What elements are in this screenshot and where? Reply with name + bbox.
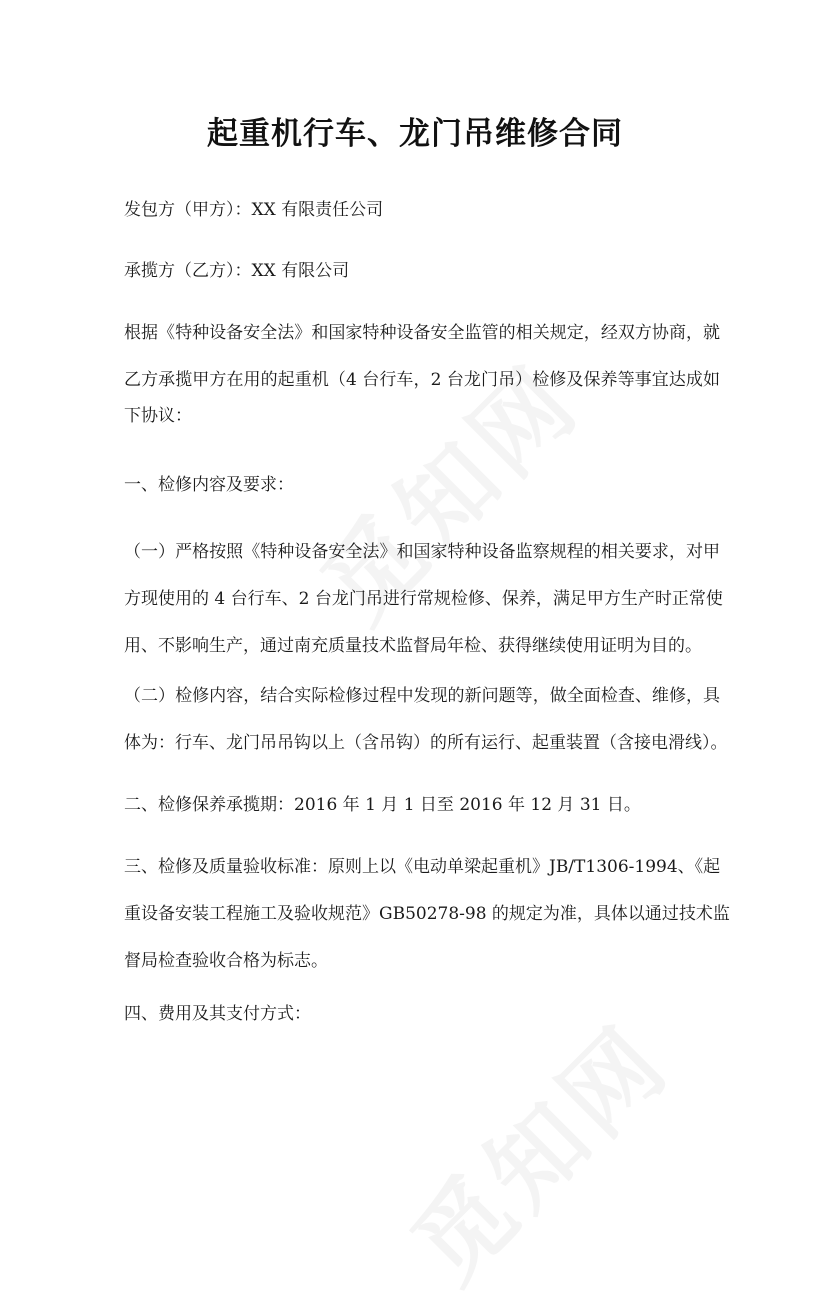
party-b: 承揽方（乙方）：XX 有限公司 [124, 261, 350, 281]
paragraph-line: 重设备安装工程施工及验收规范》GB50278-98 的规定为准，具体以通过技术监 [124, 904, 730, 924]
paragraph-line: 用、不影响生产，通过南充质量技术监督局年检、获得继续使用证明为目的。 [124, 636, 702, 656]
section4-heading: 四、费用及其支付方式： [124, 1004, 311, 1024]
paragraph-line: 督局检查验收合格为标志。 [124, 951, 328, 971]
intro-line: 根据《特种设备安全法》和国家特种设备安全监管的相关规定，经双方协商，就 [124, 323, 720, 343]
section1-heading: 一、检修内容及要求： [124, 475, 294, 495]
paragraph-line: （一）严格按照《特种设备安全法》和国家特种设备监察规程的相关要求，对甲 [124, 542, 720, 562]
section1-item1 [124, 540, 723, 658]
intro-line: 乙方承揽甲方在用的起重机（4 台行车，2 台龙门吊）检修及保养等事宜达成如 [124, 370, 720, 390]
paragraph-line: （二）检修内容，结合实际检修过程中发现的新问题等，做全面检查、维修，具 [124, 686, 720, 706]
paragraph-line: 方现使用的 4 台行车、2 台龙门吊进行常规检修、保养，满足甲方生产时正常使 [124, 589, 723, 609]
section1-item2 [124, 684, 728, 755]
party-a: 发包方（甲方）：XX 有限责任公司 [124, 200, 384, 220]
intro-line: 下协议： [124, 406, 192, 426]
paragraph-line: 体为：行车、龙门吊吊钩以上（含吊钩）的所有运行、起重装置（含接电滑线）。 [124, 733, 728, 753]
watermark-bottom [377, 990, 694, 1307]
intro-paragraph [124, 321, 720, 428]
paragraph-line: 三、检修及质量验收标准：原则上以《电动单梁起重机》JB/T1306-1994、《起 [124, 857, 721, 877]
section3 [124, 855, 730, 973]
document-title: 起重机行车、龙门吊维修合同 [207, 116, 623, 152]
section2: 二、检修保养承揽期：2016 年 1 月 1 日至 2016 年 12 月 31 日。 [124, 795, 641, 815]
